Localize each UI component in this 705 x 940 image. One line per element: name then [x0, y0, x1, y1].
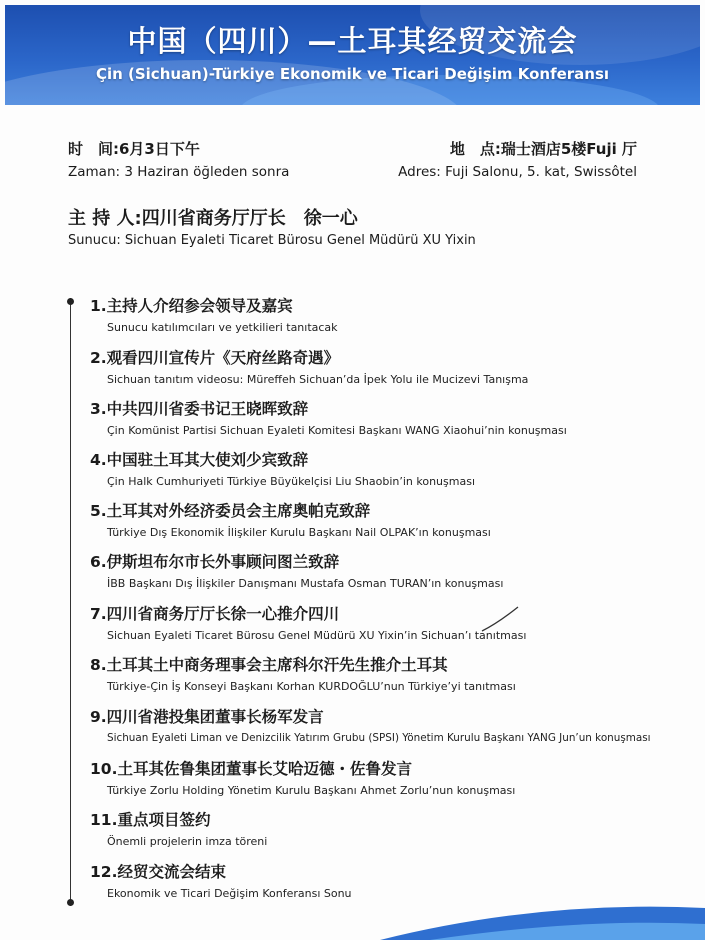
timeline-dot — [67, 298, 74, 305]
header-banner — [5, 5, 700, 105]
agenda-item — [90, 296, 690, 335]
timeline-line — [70, 298, 71, 906]
agenda-item — [90, 810, 690, 849]
time-label-cn: 时 间:6月3日下午 — [68, 140, 200, 158]
footer-decoration — [0, 880, 705, 940]
agenda-item-cn: 3.中共四川省委书记王晓晖致辞 — [90, 400, 309, 418]
agenda-item-tr: Sichuan tanıtım videosu: Müreffeh Sichuan’da İpek Yolu ile Mucizevi Tanışma — [107, 373, 529, 386]
agenda-item-tr: Türkiye-Çin İş Konseyi Başkanı Korhan KURDOĞLU’nun Türkiye’yi tanıtması — [107, 680, 516, 693]
agenda-item-cn: 11.重点项目签约 — [90, 811, 211, 829]
agenda-item-cn: 9.四川省港投集团董事长杨军发言 — [90, 708, 324, 726]
agenda-item — [90, 707, 690, 746]
agenda-item-cn: 7.四川省商务厅厅长徐一心推介四川 — [90, 605, 340, 623]
agenda-item — [90, 450, 690, 489]
agenda-item-cn: 1.主持人介绍参会领导及嘉宾 — [90, 297, 293, 315]
agenda-item-cn: 5.土耳其对外经济委员会主席奥帕克致辞 — [90, 502, 371, 520]
agenda-item-tr: Çin Halk Cumhuriyeti Türkiye Büyükelçisi Liu Shaobin’in konuşması — [107, 475, 476, 488]
agenda-item-cn: 4.中国驻土耳其大使刘少宾致辞 — [90, 451, 309, 469]
location-label-cn: 地 点:瑞士酒店5楼Fuji 厅 — [449, 140, 637, 158]
handwritten-check-mark — [478, 605, 522, 635]
page-subtitle: Çin (Sichuan)-Türkiye Ekonomik ve Ticari Değişim Konferansı — [95, 65, 610, 83]
agenda-item-tr: Çin Komünist Partisi Sichuan Eyaleti Komitesi Başkanı WANG Xiaohui’nin konuşması — [107, 424, 567, 437]
agenda-item-cn: 2.观看四川宣传片《天府丝路奇遇》 — [90, 349, 340, 367]
host-label-cn: 主 持 人:四川省商务厅厅长 徐一心 — [68, 208, 358, 229]
time-label-tr: Zaman: 3 Haziran öğleden sonra — [68, 164, 290, 180]
agenda-item-cn: 10.土耳其佐鲁集团董事长艾哈迈德・佐鲁发言 — [90, 760, 412, 778]
agenda-item-cn: 6.伊斯坦布尔市长外事顾问图兰致辞 — [90, 553, 340, 571]
agenda-item-tr: Ekonomik ve Ticari Değişim Konferansı Sonu — [107, 887, 352, 900]
agenda-item-tr: Türkiye Zorlu Holding Yönetim Kurulu Başkanı Ahmet Zorlu’nun konuşması — [107, 784, 516, 797]
agenda-item-tr: Sichuan Eyaleti Liman ve Denizcilik Yatırım Grubu (SPSI) Yönetim Kurulu Başkanı YANG Jun’un konuşması — [107, 732, 651, 744]
agenda-item — [90, 655, 690, 694]
host-label-tr: Sunucu: Sichuan Eyaleti Ticaret Bürosu Genel Müdürü XU Yixin — [68, 233, 476, 248]
agenda-item — [90, 501, 690, 540]
location-label-tr: Adres: Fuji Salonu, 5. kat, Swissôtel — [398, 164, 637, 180]
agenda-item-tr: Sichuan Eyaleti Ticaret Bürosu Genel Müdürü XU Yixin’in Sichuan’ı tanıtması — [107, 629, 527, 642]
agenda-item-tr: Türkiye Dış Ekonomik İlişkiler Kurulu Başkanı Nail OLPAK’ın konuşması — [107, 526, 491, 539]
agenda-item-cn: 12.经贸交流会结束 — [90, 863, 226, 881]
agenda-item — [90, 348, 690, 387]
agenda-item-cn: 8.土耳其土中商务理事会主席科尔汗先生推介土耳其 — [90, 656, 448, 674]
agenda-item-tr: Sunucu katılımcıları ve yetkilieri tanıtacak — [107, 321, 338, 334]
agenda-item — [90, 759, 690, 798]
agenda-item — [90, 604, 690, 643]
agenda-item-tr: İBB Başkanı Dış İlişkiler Danışmanı Mustafa Osman TURAN’ın konuşması — [107, 577, 504, 590]
agenda-item-tr: Önemli projelerin imza töreni — [107, 835, 268, 848]
agenda-item — [90, 399, 690, 438]
page-title: 中国（四川）—土耳其经贸交流会 — [127, 24, 578, 58]
agenda-item — [90, 552, 690, 591]
